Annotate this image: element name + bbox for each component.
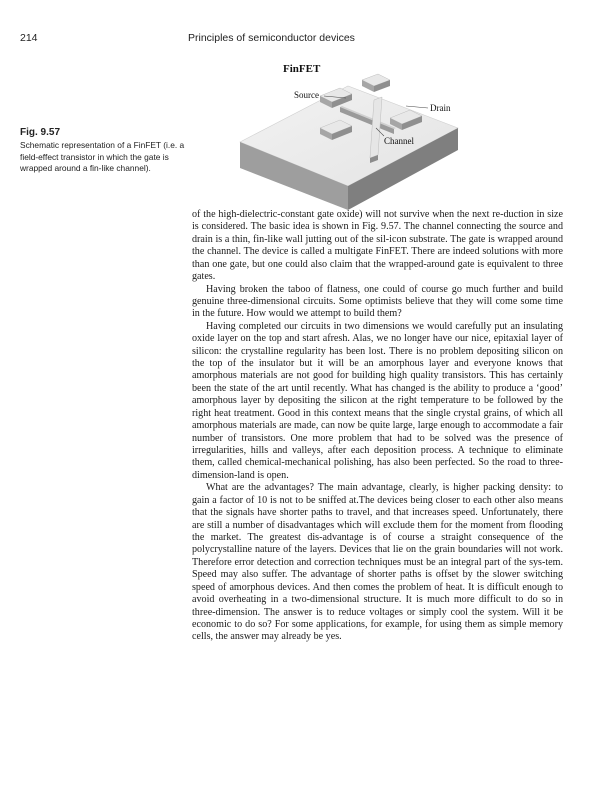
finfet-diagram: [228, 58, 460, 210]
paragraph-3: Having completed our circuits in two dimensions we would carefully put an insulating oxide layer on the top and start afresh. Alas, we no longer have our nice, epitaxial layer of silicon: the crystalline regularity has been lost. There is no problem depositing silicon on the top of the insulator but it will be an amorphous layer and everyone knows that amorphous materials are not good for building high quality transistors. This has certainly been the state of the art until recently. What has changed is the ability to produce a ‘good’ amorphous layer by depositing the silicon at the right temperature to be followed by the right heat treatment. Good in this context means that the single crystal grains, of which all amorphous materials are made, can now be quite large, large enough to accommodate a fair number of transistors. One more problem that had to be solved was the presence of irregularities, hills and valleys, after each deposition process. A technique to eliminate them, called chemical-mechanical polishing, has also been perfected. So the road to three-dimension-land is open.: [192, 320, 563, 481]
drain-leader: [406, 106, 428, 108]
figure-caption: [20, 126, 190, 175]
figure-title: FinFET: [283, 63, 321, 75]
page-number: 214: [20, 32, 38, 44]
paragraph-2: Having broken the taboo of flatness, one could of course go much further and build genuine three-dimensional circuits. Some optimists believe that they will come some time in the future. How would we attempt to build them?: [192, 283, 563, 320]
paragraph-1: of the high-dielectric-constant gate oxide) will not survive when the next re-duction in size is considered. The basic idea is shown in Fig. 9.57. The channel connecting the source and drain is a thin, fin-like wall jutting out of the sil-icon substrate. The gate is wrapped around the channel. The device is called a multigate FinFET. There are indeed solutions with more than one gate, but one could also claim that the wrapped-around gate is equivalent to three gates.: [192, 209, 563, 283]
running-title: Principles of semiconductor devices: [188, 32, 355, 44]
caption-number: Fig. 9.57: [20, 127, 61, 138]
channel-label: Channel: [384, 136, 414, 146]
gate-pad-back: [362, 74, 390, 92]
paragraph-4: What are the advantages? The main advantage, clearly, is higher packing density: to gain a factor of 10 is not to be sniffed at.The devices being closer to each other also means that the signals have shorter paths to travel, and that increases speed. Unfortunately, there are still a number of disadvantages which will exclude them for the moment from flooding the market. The greatest dis-advantage is of course a straight consequence of the polycrystalline nature of the layers. Devices that lie on the grain boundaries will not work. Therefore error detection and correction techniques must be an integral part of the sys-tem. Speed may also suffer. The advantage of shorter paths is offset by the slower switching speed of amorphous devices. And then comes the problem of heat. It is difficult enough to avoid overheating in a two-dimensional structure. It is much more difficult to do so in three-dimension. The answer is to reduce voltages or simply cool the system. Will it be economic to do so? For some applications, for example, for using them as simple memory cells, the answer may already be yes.: [192, 482, 563, 643]
source-label: Source: [294, 90, 319, 100]
finfet-figure: [228, 58, 460, 210]
drain-label: Drain: [430, 103, 451, 113]
body-text: [192, 209, 563, 644]
caption-text: Schematic representation of a FinFET (i.e. a field-effect transistor in which the gate is wrapped around a fin-like channel).: [20, 140, 185, 174]
